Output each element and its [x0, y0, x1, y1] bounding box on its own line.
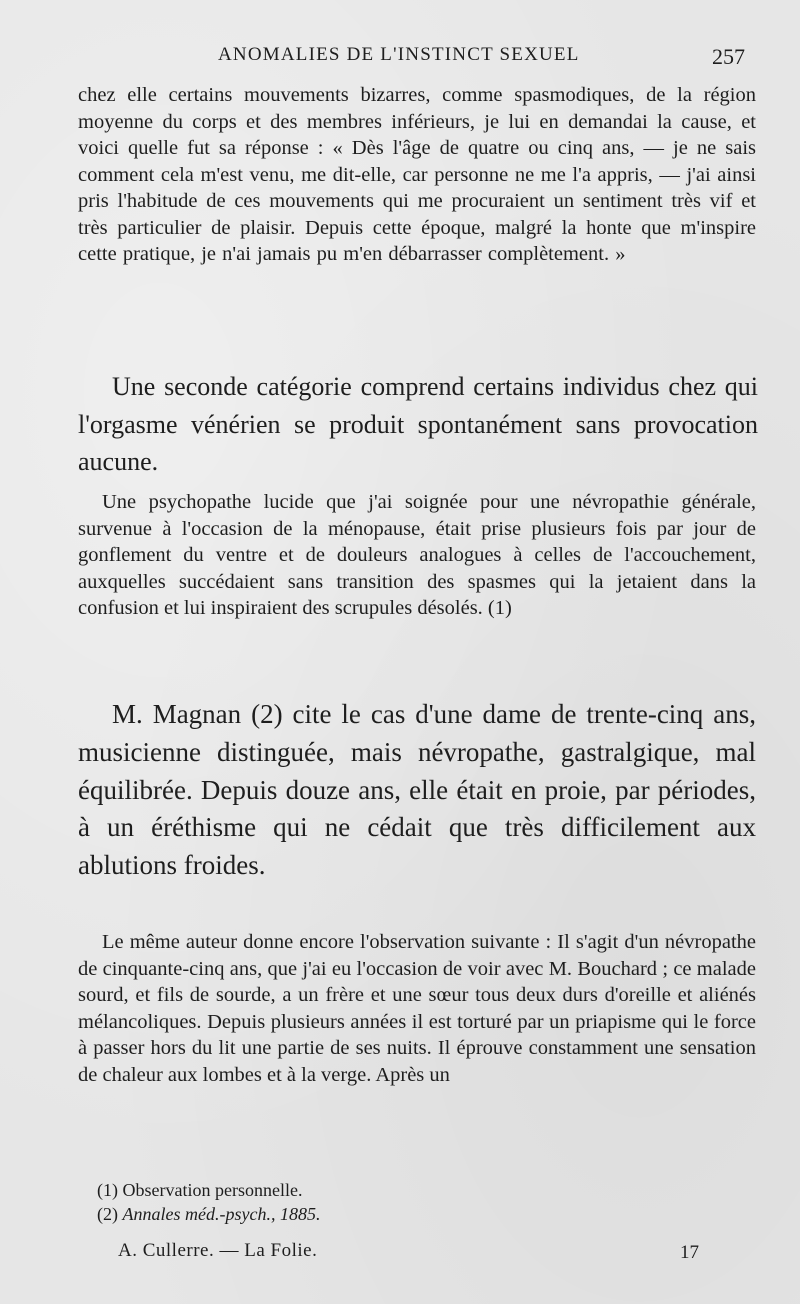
paragraph-case-psychopathe [78, 489, 756, 622]
footnote-1 [97, 1178, 320, 1202]
paragraph-second-category [78, 368, 758, 481]
running-head [0, 44, 800, 68]
paragraph-text: Le même auteur donne encore l'observation suivante : Il s'agit d'un névropathe de cinquante-cinq ans, que j'ai eu l'occasion de voir avec M. Bouchard ; ce malade sourd, et fils de sourde, a un frère et une sœur tous deux durs d'oreille et aliénés mélancoliques. Depuis plusieurs années il est torturé par un priapisme qui le force à passer hors du lit une partie de ses nuits. Il éprouve constamment une sensation de chaleur aux lombes et à la verge. Après un [78, 931, 756, 1086]
running-title: ANOMALIES DE L'INSTINCT SEXUEL [218, 44, 580, 65]
footnotes [97, 1178, 320, 1226]
paragraph-continuation: chez elle certains mouvements bizarres, comme spasmodiques, de la région moyenne du corps et des membres inférieurs, je lui en demandai la cause, et voici quelle fut sa réponse : « Dès l'âge de quatre ou cinq ans, — je ne sais comment cela m'est venu, me dit-elle, car personne ne me l'a appris, — j'ai ainsi pris l'habitude de ces mouvements qui me procuraient un sentiment très vif et très particulier de plaisir. Depuis cette époque, malgré la honte que m'inspire cette pratique, je n'ai jamais pu m'en débarrasser complètement. » [78, 84, 756, 265]
footer-signature: 17 [680, 1242, 699, 1263]
paragraph-text: M. Magnan (2) cite le cas d'une dame de trente-cinq ans, musicienne distinguée, mais névropathe, gastralgique, mal équilibrée. Depuis douze ans, elle était en proie, par périodes, à un éréthisme qui ne cédait que très difficilement aux ablutions froides. [78, 699, 756, 881]
page-number: 257 [712, 44, 745, 69]
paragraph-text: Une psychopathe lucide que j'ai soignée pour une névropathie générale, survenue à l'occasion de la ménopause, était prise plusieurs fois par jour de gonflement du ventre et de douleurs analogues à celles de l'accouchement, auxquelles succédaient sans transition des spasmes qui la jetaient dans la confusion et lui inspiraient des scrupules désolés. (1) [78, 491, 756, 619]
footer-author: A. Cullerre. — La Folie. [118, 1240, 318, 1261]
page-footer [0, 1240, 800, 1266]
paragraph-observation [78, 929, 756, 1089]
paragraph-magnan-case [78, 696, 756, 885]
footnote-text: Observation personnelle. [122, 1180, 303, 1200]
footnote-text: Annales méd.-psych., 1885. [122, 1204, 321, 1224]
footnote-marker: (2) [97, 1204, 118, 1224]
footnote-2 [97, 1202, 320, 1226]
footnote-marker: (1) [97, 1180, 118, 1200]
paragraph-text: Une seconde catégorie comprend certains individus chez qui l'orgasme vénérien se produit spontanément sans provocation aucune. [78, 372, 758, 476]
